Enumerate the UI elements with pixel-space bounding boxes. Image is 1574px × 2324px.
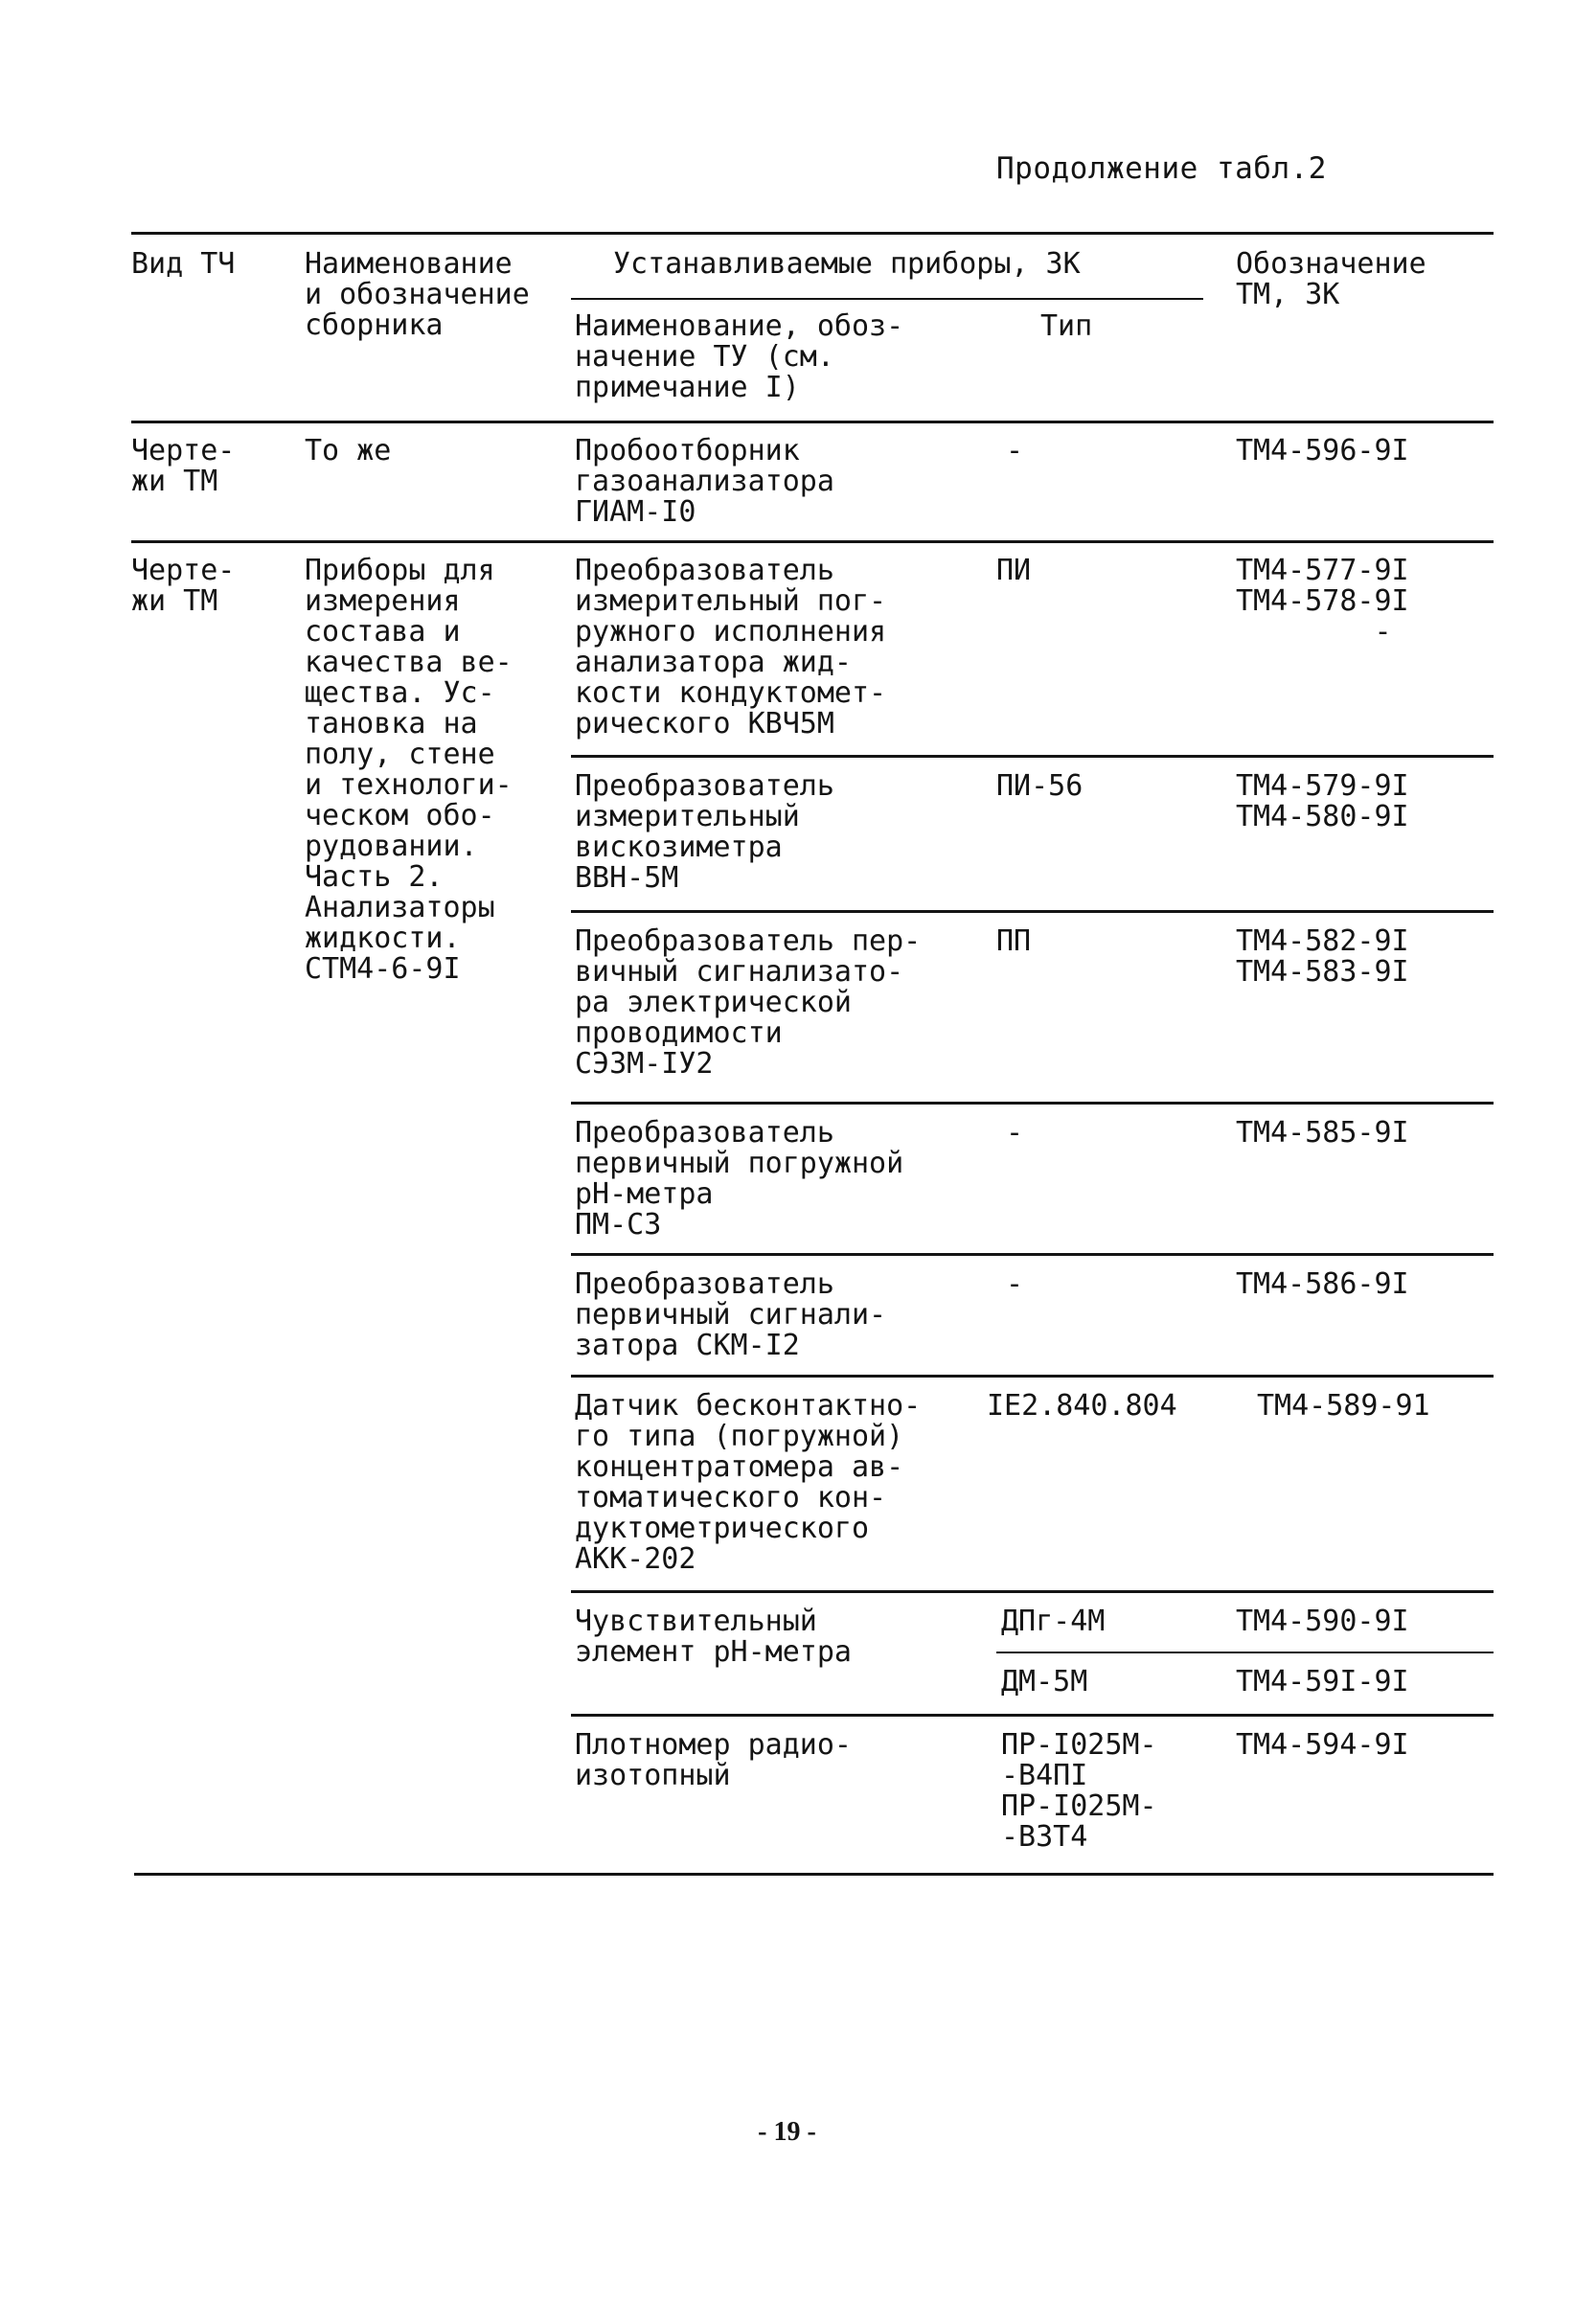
item3-type: ПП <box>996 924 1032 958</box>
item5-designation: ТМ4-586-9I <box>1236 1267 1409 1301</box>
item7-designation2: ТМ4-59I-9I <box>1236 1665 1409 1698</box>
row1-type: - <box>1006 434 1024 467</box>
header-designation: Обозначение ТМ, ЗК <box>1236 247 1426 311</box>
table-bottom-rule <box>134 1873 1494 1876</box>
item7-name: Чувствительный элемент pH-метра <box>575 1605 852 1669</box>
row1-bottom-rule <box>131 540 1494 543</box>
item1-type: ПИ <box>996 554 1032 587</box>
item5-type: - <box>1006 1267 1024 1301</box>
group-header-rule <box>571 298 1203 300</box>
item2-bottom-rule <box>571 910 1494 913</box>
item3-bottom-rule <box>571 1102 1494 1105</box>
item7-type2: ДМ-5М <box>1001 1665 1088 1698</box>
table-caption: Продолжение табл.2 <box>996 151 1327 186</box>
row1-vid: Черте- жи ТМ <box>131 434 236 498</box>
row1-designation: ТМ4-596-9I <box>1236 434 1409 467</box>
row1-name: Пробоотборник газоанализатора ГИАМ-I0 <box>575 434 834 529</box>
row1-sbornik: То же <box>305 434 392 467</box>
item8-name: Плотномер радио- изотопный <box>575 1728 852 1792</box>
item4-type: - <box>1006 1116 1024 1150</box>
header-name-tu: Наименование, обоз- начение ТУ (см. примечание I) <box>575 309 904 404</box>
item1-designation: ТМ4-577-9I ТМ4-578-9I - <box>1236 554 1409 649</box>
item7-type: ДПг-4М <box>1001 1605 1106 1638</box>
item7-inner-rule <box>996 1652 1494 1653</box>
item2-type: ПИ-56 <box>996 769 1084 803</box>
item4-designation: ТМ4-585-9I <box>1236 1116 1409 1150</box>
item1-bottom-rule <box>571 755 1494 758</box>
item2-name: Преобразователь измерительный вискозиметра ВВН-5М <box>575 769 834 895</box>
item7-bottom-rule <box>571 1714 1494 1717</box>
item5-bottom-rule <box>571 1375 1494 1378</box>
item7-designation: ТМ4-590-9I <box>1236 1605 1409 1638</box>
header-type: Тип <box>1040 309 1093 343</box>
header-sbornik: Наименование и обозначение сборника <box>305 247 530 342</box>
item3-name: Преобразователь пер- вичный сигнализато- ра электрической проводимости СЭЗМ-IУ2 <box>575 924 922 1081</box>
header-group-devices: Устанавливаемые приборы, ЗК <box>613 247 1081 281</box>
item4-bottom-rule <box>571 1253 1494 1256</box>
item3-designation: ТМ4-582-9I ТМ4-583-9I <box>1236 924 1409 989</box>
table-top-rule <box>131 232 1494 235</box>
header-vid-tch: Вид ТЧ <box>131 247 236 281</box>
item6-bottom-rule <box>571 1590 1494 1593</box>
row2-vid: Черте- жи ТМ <box>131 554 236 618</box>
item2-designation: ТМ4-579-9I ТМ4-580-9I <box>1236 769 1409 833</box>
item1-name: Преобразователь измерительный пог- ружного исполнения анализатора жид- кости кондуктомет- рического КВЧ5М <box>575 554 887 740</box>
item4-name: Преобразователь первичный погружной pH-метра ПМ-СЗ <box>575 1116 904 1242</box>
item8-designation: ТМ4-594-9I <box>1236 1728 1409 1762</box>
item5-name: Преобразователь первичный сигнали- затора СКМ-I2 <box>575 1267 887 1362</box>
item6-designation: ТМ4-589-91 <box>1257 1389 1430 1423</box>
item8-type: ПР-I025М- -В4ПI ПР-I025М- -ВЗТ4 <box>1001 1728 1157 1854</box>
item6-name: Датчик бесконтактно- го типа (погружной) концентратомера ав- томатического кон- дуктометрического АКК-202 <box>575 1389 922 1576</box>
row2-sbornik: Приборы для измерения состава и качества ве- щества. Ус- тановка на полу, стене и технологи- ческом обо- рудовании. Часть 2. Анализаторы жидкости. СТМ4-6-9I <box>305 554 513 986</box>
item6-type: IE2.840.804 <box>987 1389 1177 1423</box>
page-number: - 19 - <box>758 2117 816 2147</box>
header-bottom-rule <box>131 421 1494 423</box>
